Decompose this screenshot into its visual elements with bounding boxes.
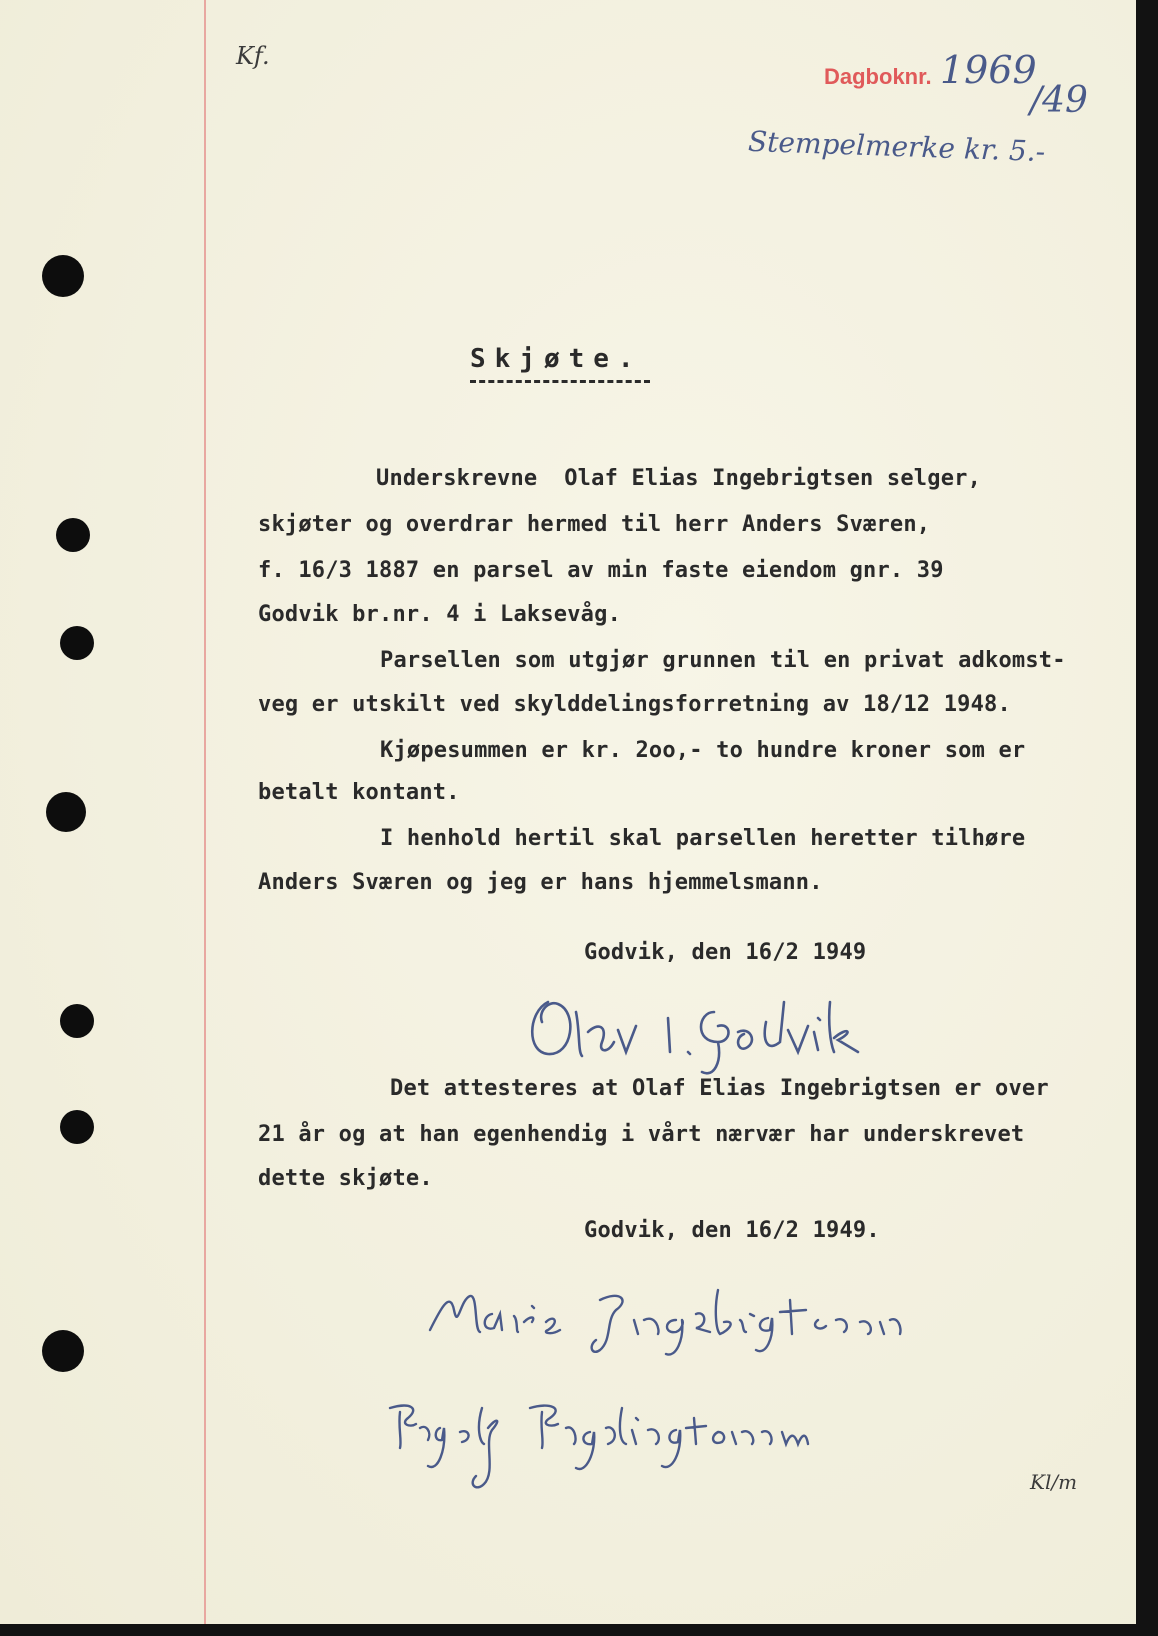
document-title: Skjøte. (470, 344, 643, 374)
stamp-note: Stempelmerke kr. 5.- (747, 124, 1046, 169)
body-line: I henhold hertil skal parsellen heretter tilhøre (380, 826, 1026, 851)
binder-hole (46, 792, 86, 832)
body-line: Parsellen som utgjør grunnen til en privat adkomst- (380, 648, 1066, 673)
body-line: Kjøpesummen er kr. 2oo,- to hundre kroner som er (380, 738, 1026, 763)
title-underline (470, 380, 650, 383)
place-date: Godvik, den 16/2 1949. (584, 1218, 880, 1243)
binder-hole (60, 626, 94, 660)
corner-mark: Kf. (236, 42, 270, 70)
body-line: Anders Sværen og jeg er hans hjemmelsmann. (258, 870, 823, 895)
dagbok-label: Dagboknr. (824, 64, 932, 89)
body-line: skjøter og overdrar hermed til herr Anders Sværen, (258, 512, 931, 537)
binder-hole (60, 1110, 94, 1144)
body-line: f. 16/3 1887 en parsel av min faste eiendom gnr. 39 (258, 558, 944, 583)
body-line: Underskrevne Olaf Elias Ingebrigtsen selger, (376, 466, 982, 491)
attest-line: 21 år og at han egenhendig i vårt nærvær har underskrevet (258, 1122, 1025, 1147)
witness-signature-1 (420, 1270, 940, 1360)
binder-hole (42, 255, 84, 297)
place-date: Godvik, den 16/2 1949 (584, 940, 867, 965)
binder-hole (60, 1004, 94, 1038)
body-line: Godvik br.nr. 4 i Laksevåg. (258, 602, 622, 627)
binder-hole (42, 1330, 84, 1372)
witness-signature-2 (380, 1388, 900, 1498)
footer-mark: Kl/m (1030, 1470, 1078, 1494)
body-line: veg er utskilt ved skylddelingsforretning av 18/12 1948. (258, 692, 1011, 717)
seller-signature (518, 982, 908, 1072)
dagbok-year: /49 (1030, 80, 1088, 121)
attest-line: Det attesteres at Olaf Elias Ingebrigtsen er over (390, 1076, 1049, 1101)
dagbok-number: 1969 (940, 48, 1037, 92)
margin-line (204, 0, 206, 1624)
attest-line: dette skjøte. (258, 1166, 433, 1191)
binder-hole (56, 518, 90, 552)
body-line: betalt kontant. (258, 780, 460, 805)
